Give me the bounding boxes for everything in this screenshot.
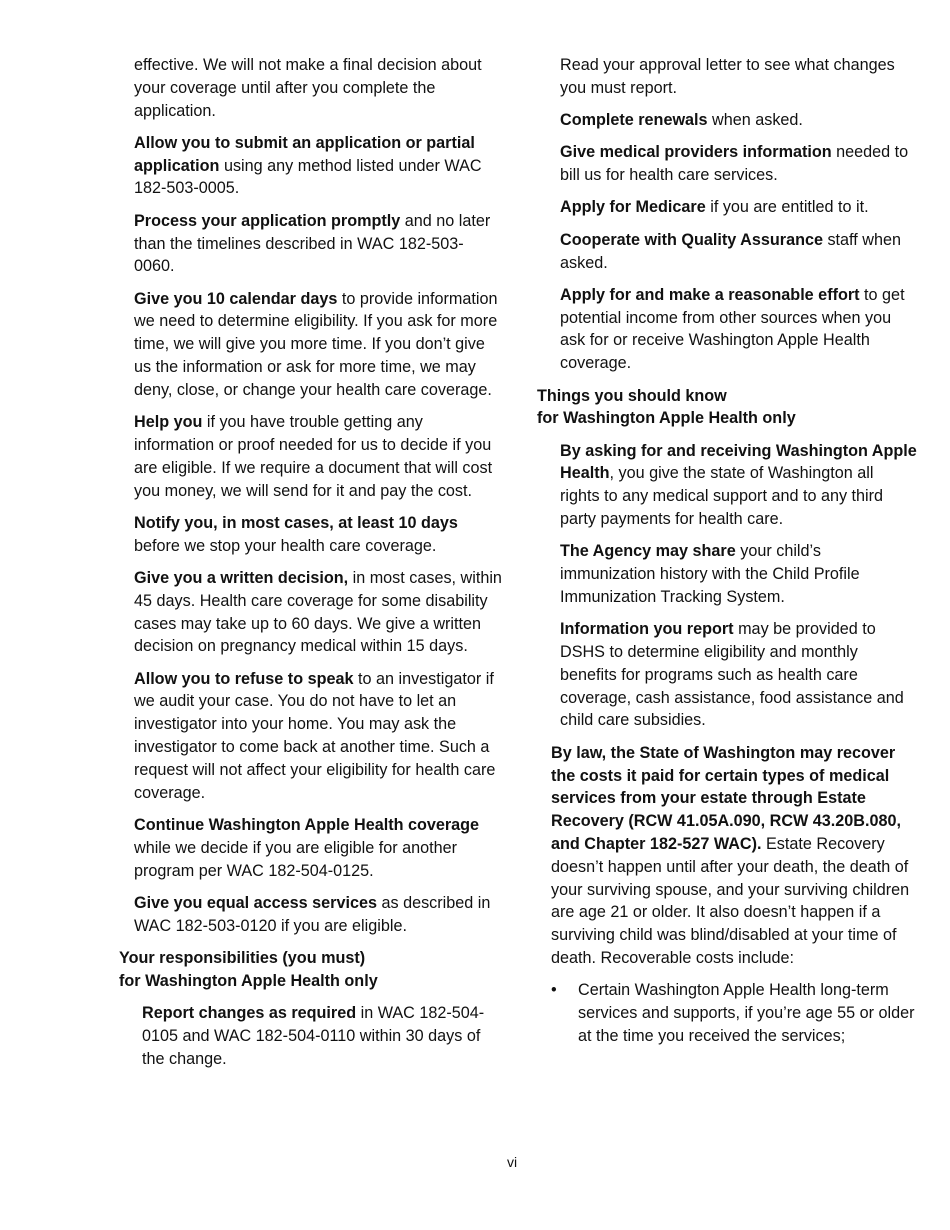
paragraph-estate-recovery: By law, the State of Washington may recover the costs it paid for certain types of medical services from your estate through Estate Recovery (RCW 41.05A.090, RCW 43.20B.080, and Chapter 182-527 WAC). Estate Recovery doesn’t happen until after your death, the death of your surviving spouse, and your surviving children are age 21 or older. It also doesn’t happen if a surviving child was blind/disabled at your time of death. Recoverable costs include: (551, 743, 910, 967)
paragraph-report-changes: Report changes as required in WAC 182-504-0105 and WAC 182-504-0110 within 30 days of the change. (142, 1003, 485, 1068)
paragraph-reasonable-effort: Apply for and make a reasonable effort to get potential income from other sources when you ask for or receive Washington Apple Health coverage. (560, 285, 905, 373)
paragraph-continue-coverage: Continue Washington Apple Health coverage while we decide if you are eligible for another program per WAC 182-504-0125. (134, 815, 480, 880)
paragraph-complete-renewals: Complete renewals when asked. (560, 111, 803, 130)
paragraph-effective: effective. We will not make a final decision about your coverage until after you complete the application. (134, 56, 482, 120)
bullet-icon: • (551, 981, 557, 1000)
paragraph-state-rights: By asking for and receiving Washington Apple Health, you give the state of Washington all rights to any medical support and to any third party payments for health care. (560, 441, 917, 529)
paragraph-medical-providers: Give medical providers information needed to bill us for health care services. (560, 143, 909, 185)
paragraph-quality-assurance: Cooperate with Quality Assurance staff when asked. (560, 230, 901, 272)
paragraph-process-application: Process your application promptly and no later than the timelines described in WAC 182-503-0060. (134, 211, 491, 276)
section-heading-responsibilities: Your responsibilities (you must) for Washington Apple Health only (119, 948, 378, 990)
section-heading-things-to-know: Things you should know for Washington Apple Health only (537, 386, 796, 428)
paragraph-10-calendar-days: Give you 10 calendar days to provide information we need to determine eligibility. If you ask for more time, we will give you more time. If you don’t give us the information or ask for more time, we may deny, close, or change your health care coverage. (134, 289, 498, 399)
paragraph-submit-application: Allow you to submit an application or partial application using any method listed under WAC 182-503-0005. (134, 133, 482, 198)
paragraph-approval-letter: Read your approval letter to see what changes you must report. (560, 56, 895, 97)
left-column (119, 54, 504, 1080)
paragraph-immunization: The Agency may share your child’s immunization history with the Child Profile Immunization Tracking System. (560, 542, 860, 606)
paragraph-equal-access: Give you equal access services as described in WAC 182-503-0120 if you are eligible. (134, 893, 491, 935)
paragraph-notify-you: Notify you, in most cases, at least 10 days before we stop your health care coverage. (134, 513, 458, 555)
paragraph-information-report: Information you report may be provided to DSHS to determine eligibility and monthly benefits for programs such as health care coverage, cash assistance, food assistance and child care subsidies. (560, 620, 904, 730)
paragraph-apply-medicare: Apply for Medicare if you are entitled to it. (560, 198, 869, 217)
list-item: • Certain Washington Apple Health long-term services and supports, if you’re age 55 or older at the time you received the services; (551, 981, 915, 1045)
right-column (537, 54, 917, 1048)
paragraph-help-you: Help you if you have trouble getting any information or proof needed for us to decide if you are eligible. If we require a document that will cost you money, we will send for it and pay the cost. (134, 413, 493, 500)
recoverable-costs-list (551, 979, 917, 1047)
paragraph-written-decision: Give you a written decision, in most cases, within 45 days. Health care coverage for some disability cases may take up to 60 days. We give a written decision on pregnancy medical within 15 days. (134, 568, 502, 656)
paragraph-refuse-to-speak: Allow you to refuse to speak to an investigator if we audit your case. You do not have to let an investigator into your home. You may ask the investigator to come back at another time. Such a request will not affect your eligibility for health care coverage. (134, 669, 496, 802)
page-number: vi (506, 1154, 518, 1170)
